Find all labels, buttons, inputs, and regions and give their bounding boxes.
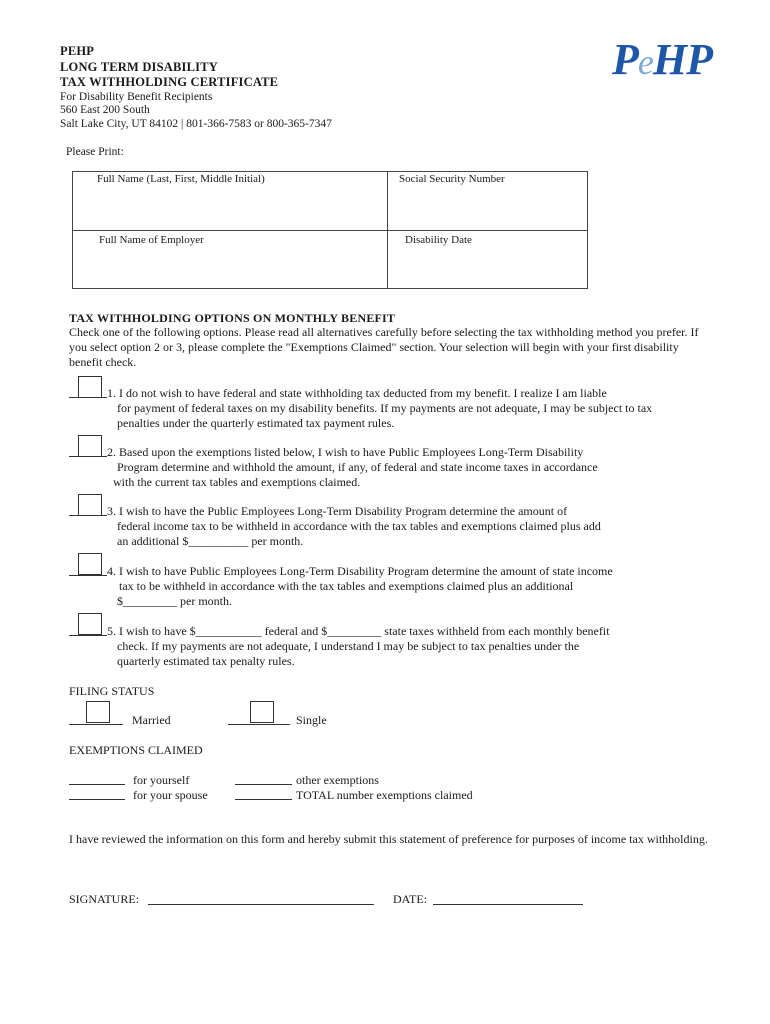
option-2-line-3: with the current tax tables and exemptions claimed.	[113, 475, 361, 489]
total-label: TOTAL number exemptions claimed	[296, 788, 473, 802]
options-intro: Check one of the following options. Please read all alternatives carefully before selecting the tax withholding method you prefer. If you select option 2 or 3, please complete the "Exemptions Claimed" section. Your selection will begin with your first disability benefit check.	[69, 325, 699, 369]
option-2-line-1: 2. Based upon the exemptions listed below, I wish to have Public Employees Long-Term Disability	[107, 445, 584, 459]
option-4-underline	[69, 575, 107, 576]
signature-line[interactable]	[148, 904, 374, 905]
logo-letter-p: P	[612, 35, 638, 84]
option-2-underline	[69, 456, 107, 457]
full-name-field[interactable]: Full Name (Last, First, Middle Initial)	[97, 173, 265, 185]
yourself-blank[interactable]	[69, 784, 125, 785]
signature-label: SIGNATURE:	[69, 892, 140, 906]
married-underline	[69, 724, 123, 725]
certification-statement: I have reviewed the information on this form and hereby submit this statement of preference for purposes of income tax withholding.	[69, 832, 708, 846]
option-5-checkbox[interactable]	[78, 613, 102, 635]
other-blank[interactable]	[235, 784, 292, 785]
filing-status-title: FILING STATUS	[69, 684, 155, 698]
option-3-underline	[69, 515, 107, 516]
option-1-line-2: for payment of federal taxes on my disability benefits. If my payments are not adequate, I may be subject to tax	[117, 401, 653, 415]
other-label: other exemptions	[296, 773, 379, 787]
option-5-line-1[interactable]: 5. I wish to have $___________ federal and $_________ state taxes withheld from each monthly benefit	[107, 624, 610, 638]
disability-date-field[interactable]: Disability Date	[405, 234, 472, 246]
option-1-line-1: 1. I do not wish to have federal and state withholding tax deducted from my benefit. I realize I am liable	[107, 386, 607, 400]
date-line[interactable]	[433, 904, 583, 905]
option-4-line-3[interactable]: $_________ per month.	[117, 594, 232, 608]
personal-info-table	[72, 171, 588, 289]
form-header	[60, 44, 332, 131]
total-blank[interactable]	[235, 799, 292, 800]
program-name: LONG TERM DISABILITY	[60, 59, 218, 74]
single-underline	[228, 724, 290, 725]
option-3-checkbox[interactable]	[78, 494, 102, 516]
option-5-underline	[69, 635, 107, 636]
option-2-checkbox[interactable]	[78, 435, 102, 457]
spouse-blank[interactable]	[69, 799, 125, 800]
option-5-line-2: check. If my payments are not adequate, I understand I may be subject to tax penalties under the	[117, 639, 580, 653]
option-1-underline	[69, 397, 107, 398]
option-4-line-1: 4. I wish to have Public Employees Long-Term Disability Program determine the amount of state income	[107, 564, 613, 578]
pehp-logo	[612, 34, 712, 85]
option-1-checkbox[interactable]	[78, 376, 102, 398]
option-4-checkbox[interactable]	[78, 553, 102, 575]
org-name: PEHP	[60, 44, 95, 58]
please-print-label: Please Print:	[66, 146, 124, 158]
married-checkbox[interactable]	[86, 701, 110, 723]
ssn-field[interactable]: Social Security Number	[399, 173, 505, 185]
married-label: Married	[132, 713, 171, 727]
option-4-line-2: tax to be withheld in accordance with the tax tables and exemptions claimed plus an additional	[119, 579, 574, 593]
form-subtitle: For Disability Benefit Recipients	[60, 90, 213, 103]
table-divider-horizontal	[73, 230, 587, 231]
exemptions-title: EXEMPTIONS CLAIMED	[69, 743, 203, 757]
option-3-line-3[interactable]: an additional $__________ per month.	[117, 534, 304, 548]
logo-letters-hp: HP	[652, 35, 712, 84]
option-3-line-1: 3. I wish to have the Public Employees Long-Term Disability Program determine the amount of	[107, 504, 568, 518]
employer-field[interactable]: Full Name of Employer	[99, 234, 204, 246]
options-section-title: TAX WITHHOLDING OPTIONS ON MONTHLY BENEFIT	[69, 311, 396, 325]
address-line-1: 560 East 200 South	[60, 104, 150, 116]
form-title: TAX WITHHOLDING CERTIFICATE	[60, 75, 279, 89]
option-2-line-2: Program determine and withhold the amount, if any, of federal and state income taxes in accordance	[117, 460, 598, 474]
date-label: DATE:	[393, 892, 427, 906]
logo-letter-e: e	[637, 42, 653, 82]
yourself-label: for yourself	[133, 773, 190, 787]
option-5-line-3: quarterly estimated tax penalty rules.	[117, 654, 295, 668]
option-3-line-2: federal income tax to be withheld in accordance with the tax tables and exemptions claimed plus add	[117, 519, 601, 533]
address-line-2: Salt Lake City, UT 84102 | 801-366-7583 or 800-365-7347	[60, 117, 332, 130]
option-1-line-3: penalties under the quarterly estimated tax payment rules.	[117, 416, 395, 430]
single-checkbox[interactable]	[250, 701, 274, 723]
spouse-label: for your spouse	[133, 788, 208, 802]
single-label: Single	[296, 713, 327, 727]
